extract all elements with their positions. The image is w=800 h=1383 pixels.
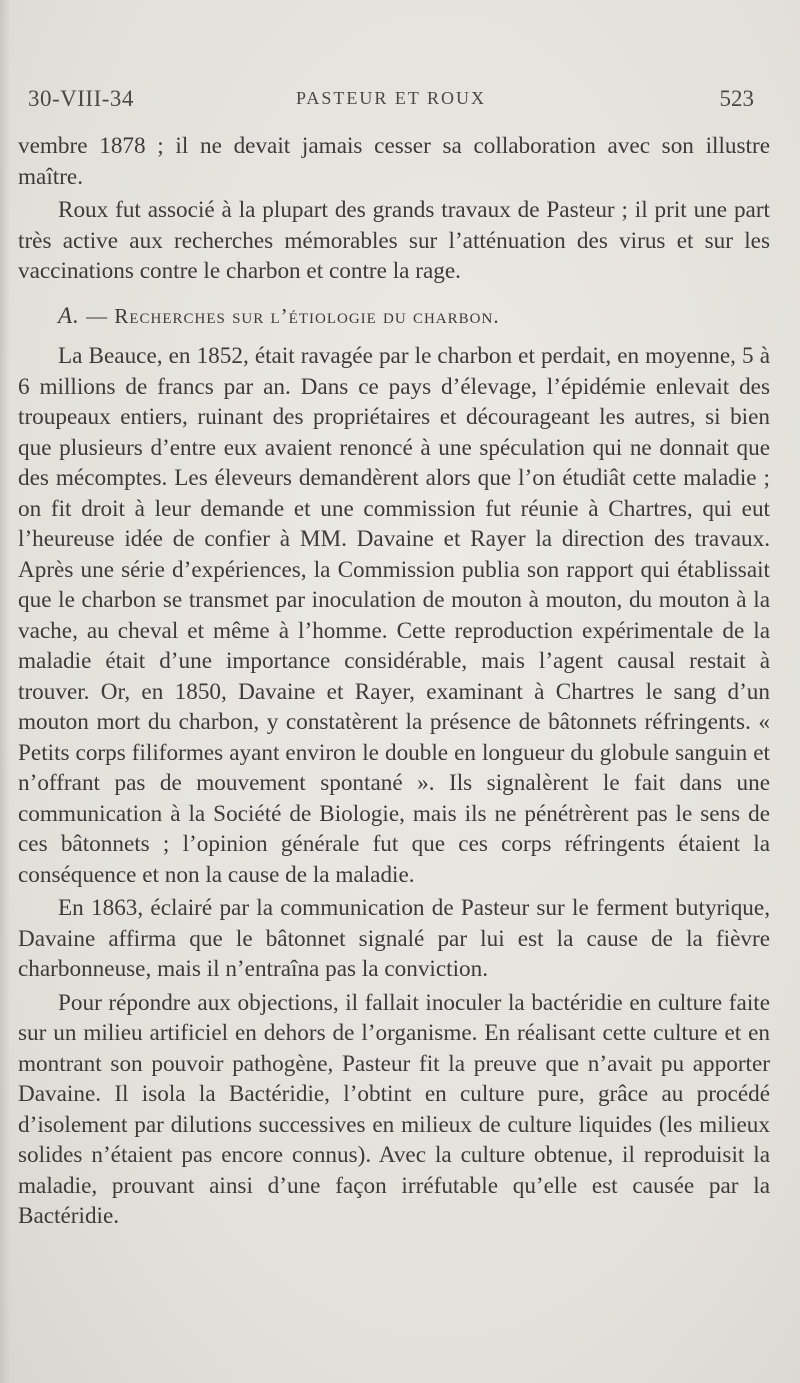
paragraph-culture: Pour répondre aux objections, il fallait inoculer la bactéridie en culture faite sur un milieu artificiel en dehors de l’organisme. En réalisant cette culture et en montrant son pouvoir pathogène, Pasteur fit la preuve que n’avait pu apporter Davaine. Il isola la Bactéridie, l’obtint en culture pure, grâce au procédé d’isolement par dilutions successives en milieux de culture liquides (les milieux solides n’étaient pas encore connus). Avec la culture obtenue, il reproduisit la maladie, prouvant ainsi d’une façon irréfutable qu’elle est causée par la Bactéridie. bbox=[18, 989, 770, 1229]
section-heading bbox=[18, 301, 770, 332]
section-title: Recherches sur l’étiologie du charbon. bbox=[114, 303, 500, 328]
paragraph-roux: Roux fut associé à la plupart des grands travaux de Pasteur ; il prit une part très active aux recherches mémorables sur l’atténuation des virus et sur les vaccinations contre le charbon et contre la rage. bbox=[18, 197, 770, 284]
section-dash: — bbox=[79, 303, 115, 328]
paragraph-continued: vembre 1878 ; il ne devait jamais cesser sa collaboration avec son illustre maître. bbox=[18, 133, 770, 190]
page-body bbox=[18, 131, 770, 1235]
paragraph-1863: En 1863, éclairé par la communication de Pasteur sur le ferment butyrique, Davaine affirma que le bâtonnet signalé par lui est la cause de la fièvre charbonneuse, mais il n’entraîna pas la conviction. bbox=[18, 895, 770, 982]
running-header bbox=[28, 86, 754, 116]
page-number: 523 bbox=[719, 86, 754, 111]
header-date: 30-VIII-34 bbox=[28, 86, 134, 111]
page-gutter-shadow bbox=[0, 0, 10, 1383]
header-title: PASTEUR ET ROUX bbox=[295, 88, 487, 108]
section-letter: A. bbox=[58, 302, 80, 328]
paragraph-beauce: La Beauce, en 1852, était ravagée par le charbon et perdait, en moyenne, 5 à 6 millions de francs par an. Dans ce pays d’élevage, l’épidémie enlevait des troupeaux entiers, ruinant des propriétaires et décourageant les autres, si bien que plusieurs d’entre eux avaient renoncé à une spéculation qui ne donnait que des mécomptes. Les éleveurs demandèrent alors que l’on étudiât cette maladie ; on fit droit à leur demande et une commission fut réunie à Chartres, qui eut l’heureuse idée de confier à MM. Davaine et Rayer la direction des travaux. Après une série d’expériences, la Commission publia son rapport qui établissait que le charbon se transmet par inoculation de mouton à mouton, du mouton à la vache, au cheval et même à l’homme. Cette reproduction expérimentale de la maladie était d’une importance considérable, mais l’agent causal restait à trouver. Or, en 1850, Davaine et Rayer, examinant à Chartres le sang d’un mouton mort du charbon, y constatèrent la présence de bâtonnets réfringents. « Petits corps filiformes ayant environ le double en longueur du globule sanguin et n’offrant pas de mouvement spontané ». Ils signalèrent le fait dans une communication à la Société de Biologie, mais ils ne pénétrèrent pas le sens de ces bâtonnets ; l’opinion générale fut que ces corps réfringents étaient la conséquence et non la cause de la maladie. bbox=[18, 343, 770, 888]
